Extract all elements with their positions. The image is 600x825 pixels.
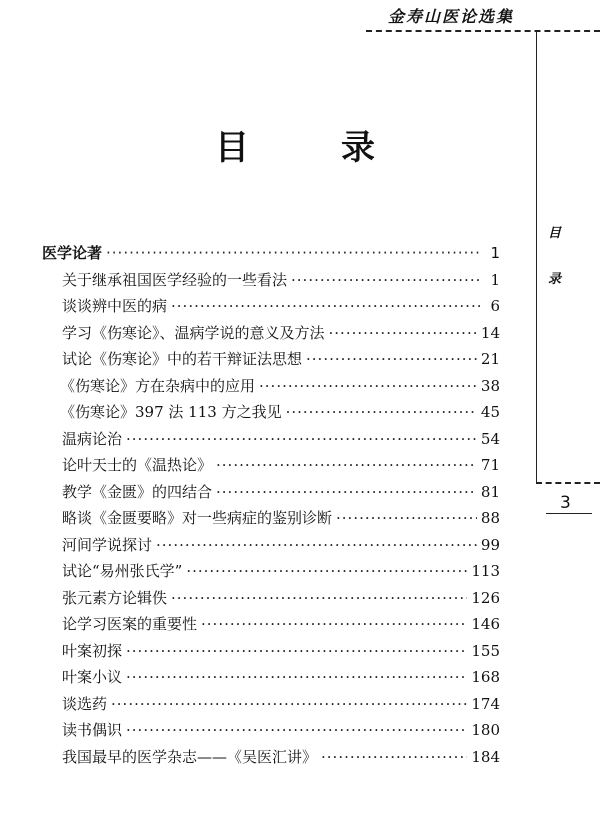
toc-section-page: 1	[490, 244, 500, 262]
toc-entry[interactable]	[42, 505, 500, 532]
toc-entry[interactable]	[42, 691, 500, 718]
toc-entry-page: 14	[480, 323, 500, 342]
dot-leader	[286, 399, 477, 426]
toc-entry-title: 论叶天士的《温热论》	[62, 456, 213, 474]
toc-entry-title: 论学习医案的重要性	[62, 615, 198, 633]
dot-leader	[171, 585, 467, 612]
toc-entry-page: 155	[471, 641, 500, 660]
dot-leader	[126, 664, 467, 691]
toc-entry-title: 略谈《金匮要略》对一些病症的鉴别诊断	[62, 509, 333, 527]
toc-entry[interactable]	[42, 399, 500, 426]
page-number: 3	[560, 493, 571, 513]
toc-entry-title: 教学《金匮》的四结合	[62, 482, 213, 501]
dot-leader	[291, 267, 482, 294]
toc-entry-title: 谈选药	[62, 694, 108, 713]
toc-entry-page: 88	[480, 509, 500, 527]
dot-leader	[329, 320, 477, 347]
toc-entry-title: 叶案初探	[62, 641, 123, 660]
toc-entry[interactable]	[42, 664, 500, 691]
running-head-book-title: 金寿山医论选集	[388, 7, 515, 26]
page-title	[215, 120, 375, 169]
toc-entry[interactable]	[42, 558, 500, 585]
side-tab-char-1: 目	[548, 226, 562, 241]
toc-entry-page: 99	[480, 535, 500, 554]
toc-entry-page: 21	[480, 350, 500, 368]
toc-entry[interactable]	[42, 611, 500, 638]
dot-leader	[111, 691, 467, 718]
toc-entry-page: 174	[471, 694, 500, 713]
toc-entry-title: 谈谈辨中医的病	[62, 297, 168, 315]
toc-entry[interactable]	[42, 638, 500, 665]
toc-entry-title: 叶案小议	[62, 668, 123, 686]
dot-leader	[216, 479, 477, 506]
side-tab-vertical-rule	[536, 30, 537, 482]
toc-entry-page: 81	[480, 482, 500, 501]
toc-entry-page: 6	[490, 297, 500, 315]
dot-leader	[106, 240, 482, 267]
toc-entry[interactable]	[42, 585, 500, 612]
toc-entry-title: 学习《伤寒论》、温病学说的意义及方法	[62, 323, 325, 342]
toc-entry-title: 张元素方论辑佚	[62, 588, 168, 607]
dot-leader	[336, 505, 477, 532]
toc-entry-title: 关于继承祖国医学经验的一些看法	[62, 270, 288, 289]
dot-leader	[171, 293, 482, 320]
toc-entry[interactable]	[42, 293, 500, 320]
toc-entry[interactable]	[42, 426, 500, 453]
toc-entry-title: 《伤寒论》397 法 113 方之我见	[60, 403, 282, 421]
side-tab-dashed-rule	[536, 482, 600, 484]
toc-section[interactable]	[42, 240, 500, 267]
toc-entry-title: 读书偶识	[62, 721, 123, 739]
dot-leader	[156, 532, 477, 559]
toc-entry-page: 113	[471, 562, 500, 580]
table-of-contents	[42, 240, 500, 770]
side-tab-char-2: 录	[548, 272, 562, 287]
dot-leader	[306, 346, 477, 373]
toc-entry[interactable]	[42, 532, 500, 559]
dot-leader	[126, 638, 467, 665]
toc-entry-title: 我国最早的医学杂志——《吴医汇讲》	[62, 747, 318, 766]
dot-leader	[186, 558, 467, 585]
toc-entry-title: 《伤寒论》方在杂病中的应用	[60, 376, 256, 395]
toc-entry-page: 54	[480, 429, 500, 448]
toc-entry-page: 146	[471, 615, 500, 633]
toc-entry-page: 45	[480, 403, 500, 421]
page-title-char-1: 目	[215, 128, 249, 168]
toc-entry-page: 126	[471, 588, 500, 607]
toc-entry-page: 38	[480, 376, 500, 395]
toc-entry-title: 试论“易州张氏学”	[62, 562, 183, 580]
page-number-rule	[546, 513, 592, 514]
dot-leader	[126, 426, 477, 453]
toc-entry-page: 180	[471, 721, 500, 739]
header-dashed-rule	[366, 30, 600, 32]
toc-entry-page: 184	[471, 747, 500, 766]
toc-entry-title: 温病论治	[62, 429, 123, 448]
toc-entry[interactable]	[42, 479, 500, 506]
dot-leader	[216, 452, 477, 479]
toc-entry[interactable]	[42, 452, 500, 479]
toc-entry-title: 河间学说探讨	[62, 535, 153, 554]
toc-entry[interactable]	[42, 346, 500, 373]
toc-entry[interactable]	[42, 717, 500, 744]
dot-leader	[201, 611, 467, 638]
toc-section-title: 医学论著	[42, 244, 103, 262]
dot-leader	[126, 717, 467, 744]
toc-entry-page: 168	[471, 668, 500, 686]
toc-entry-page: 1	[490, 270, 500, 289]
page-title-char-2: 录	[341, 128, 375, 168]
dot-leader	[259, 373, 477, 400]
toc-entry[interactable]	[42, 320, 500, 347]
toc-entry[interactable]	[42, 373, 500, 400]
toc-entry[interactable]	[42, 267, 500, 294]
toc-entry[interactable]	[42, 744, 500, 771]
dot-leader	[321, 744, 467, 771]
toc-entry-title: 试论《伤寒论》中的若干辩证法思想	[62, 350, 303, 368]
toc-entry-page: 71	[480, 456, 500, 474]
